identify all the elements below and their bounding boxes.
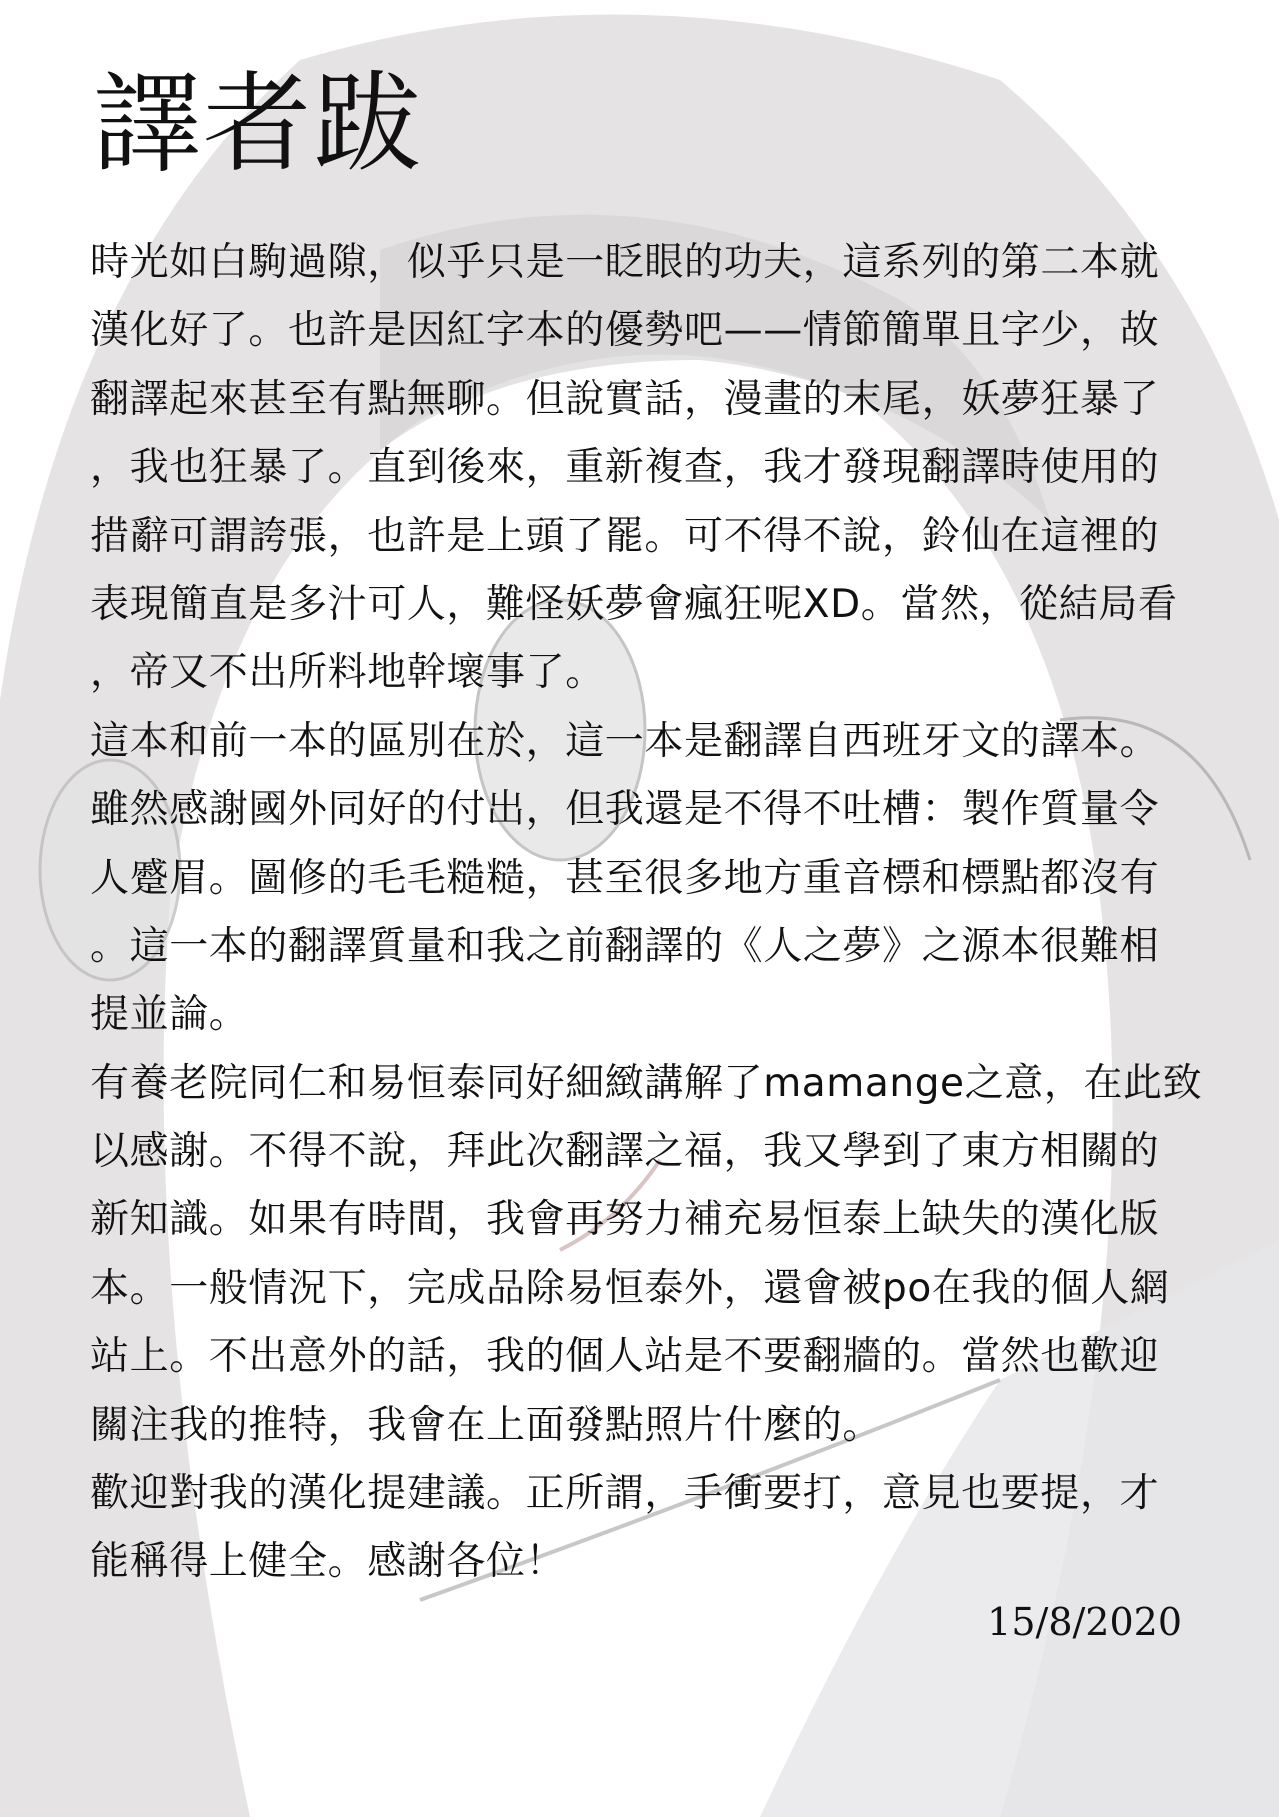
text-line: 歡迎對我的漢化提建議。正所謂，手衝要打，意見也要提，才 <box>90 1471 1160 1517</box>
text-line: 漢化好了。也許是因紅字本的優勢吧——情節簡單且字少，故 <box>90 308 1160 354</box>
text-line: 人蹙眉。圖修的毛毛糙糙，甚至很多地方重音標和標點都沒有 <box>90 855 1160 901</box>
paragraph <box>90 1050 1203 1460</box>
paragraph <box>90 708 1200 1050</box>
text-line: 站上。不出意外的話，我的個人站是不要翻牆的。當然也歡迎 <box>90 1334 1160 1380</box>
text-line: 時光如白駒過隙，似乎只是一眨眼的功夫，這系列的第二本就 <box>90 240 1160 285</box>
text-line: 提並論。 <box>90 992 249 1038</box>
text-line: 。這一本的翻譯質量和我之前翻譯的《人之夢》之源本很難相 <box>90 923 1160 969</box>
text-line: ，我也狂暴了。直到後來，重新複查，我才發現翻譯時使用的 <box>90 445 1160 491</box>
text-line: ，帝又不出所料地幹壞事了。 <box>90 650 605 696</box>
text-line: 本。一般情況下，完成品除易恒泰外，還會被po在我的個人網 <box>90 1265 1170 1311</box>
text-line: 表現簡直是多汁可人，難怪妖夢會瘋狂呢XD。當然，從結局看 <box>90 581 1178 627</box>
text-line: 以感謝。不得不說，拜此次翻譯之福，我又學到了東方相關的 <box>90 1129 1160 1175</box>
text-line: 這本和前一本的區別在於，這一本是翻譯自西班牙文的譯本。 <box>90 718 1160 764</box>
text-line: 能稱得上健全。感謝各位！ <box>90 1539 566 1585</box>
text-line: 有養老院同仁和易恒泰同好細緻講解了mamange之意，在此致 <box>90 1060 1203 1106</box>
page-title: 譯者跋 <box>93 62 424 187</box>
signature-date: 15/8/2020 <box>987 1600 1182 1644</box>
paragraph <box>90 1460 1200 1597</box>
text-line: 雖然感謝國外同好的付出，但我還是不得不吐槽：製作質量令 <box>90 787 1160 833</box>
text-line: 措辭可謂誇張，也許是上頭了罷。可不得不說，鈴仙在這裡的 <box>90 513 1160 559</box>
text-line: 關注我的推特，我會在上面發點照片什麼的。 <box>90 1402 883 1448</box>
afterword-body <box>90 229 1203 1597</box>
text-line: 翻譯起來甚至有點無聊。但說實話，漫畫的末尾，妖夢狂暴了 <box>90 376 1160 422</box>
paragraph <box>90 229 1200 708</box>
text-line: 新知識。如果有時間，我會再努力補充易恒泰上缺失的漢化版 <box>90 1197 1160 1243</box>
